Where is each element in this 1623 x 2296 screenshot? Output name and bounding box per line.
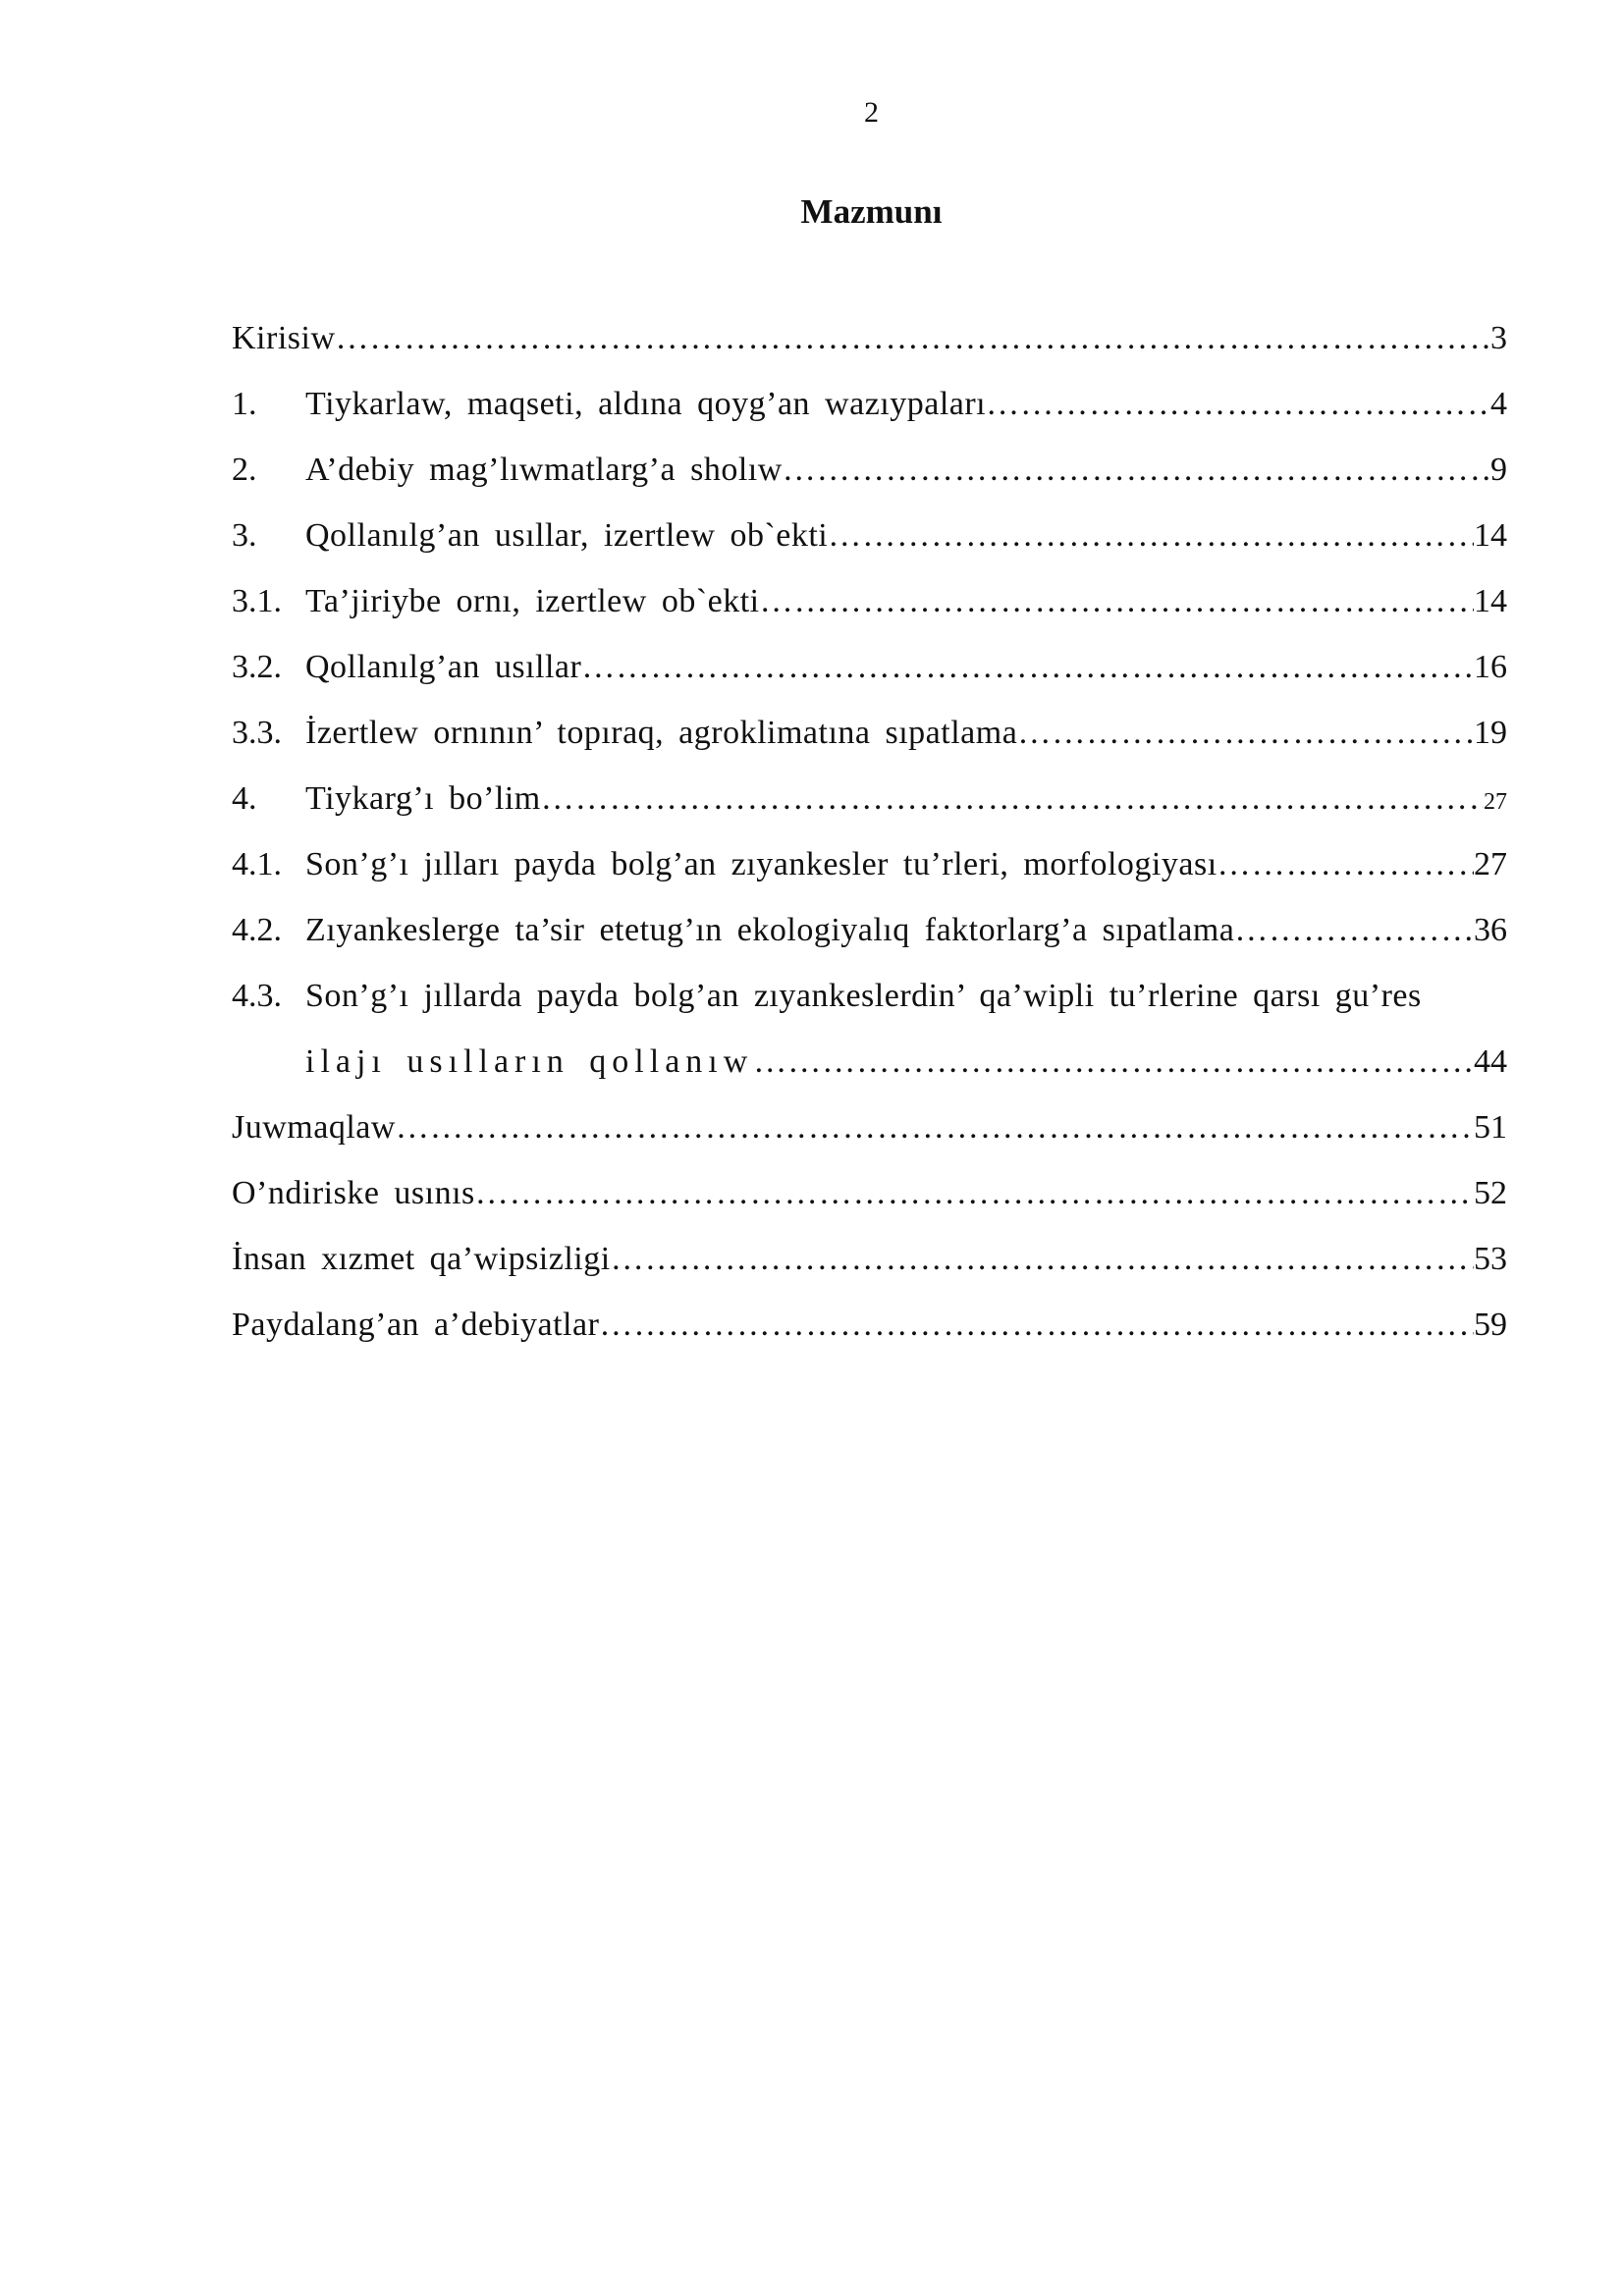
leader-dots [396, 1109, 1474, 1147]
leader-dots [611, 1241, 1474, 1278]
toc-entry-page: 9 [1490, 452, 1507, 488]
toc-entry-number: 4.2. [232, 912, 282, 948]
leader-dots [753, 1043, 1474, 1081]
toc-entry-juwmaqlaw[interactable] [232, 1109, 1507, 1175]
toc-entry-number: 3.2. [232, 649, 282, 685]
toc-entry-page: 51 [1474, 1109, 1507, 1146]
toc-entry-insan-xizmet[interactable] [232, 1241, 1507, 1307]
toc-entry-number: 4. [232, 780, 257, 817]
leader-dots [1217, 846, 1474, 883]
toc-entry-number: 4.1. [232, 846, 282, 882]
toc-entry-3[interactable] [232, 517, 1507, 583]
toc-entry-label: Tiykarlaw, maqseti, aldına qoyg’an wazıypaları [305, 386, 987, 422]
leader-dots [475, 1175, 1474, 1212]
toc-entry-number: 4.3. [232, 978, 282, 1014]
toc-entry-3-3[interactable] [232, 715, 1507, 780]
leader-dots [1234, 912, 1474, 949]
toc-entry-page: 14 [1474, 517, 1507, 554]
leader-dots [783, 452, 1490, 489]
toc-entry-label: ilajı usılların qollanıw [305, 1043, 754, 1080]
toc-entry-label: Son’g’ı jıllarda payda bolg’an zıyankeslerdin’ qa’wipli tu’rlerine qarsı gu’res [305, 978, 1422, 1014]
toc-entry-label: Ta’jiriybe ornı, izertlew ob`ekti [305, 583, 760, 619]
page-number: 2 [864, 96, 879, 129]
toc-entry-page: 27 [1484, 789, 1507, 815]
toc-entry-4-3-continued[interactable] [232, 1043, 1507, 1109]
toc-entry-4-2[interactable] [232, 912, 1507, 978]
leader-dots [599, 1307, 1474, 1344]
toc-entry-label: İnsan xızmet qa’wipsizligi [232, 1241, 611, 1277]
leader-dots [581, 649, 1474, 686]
toc-entry-label: Qollanılg’an usıllar [305, 649, 582, 685]
toc-entry-1[interactable] [232, 386, 1507, 452]
table-of-contents [232, 320, 1507, 1372]
toc-entry-page: 44 [1474, 1043, 1507, 1080]
toc-entry-number: 2. [232, 452, 257, 488]
toc-entry-label: Paydalang’an a’debiyatlar [232, 1307, 600, 1343]
toc-entry-page: 53 [1474, 1241, 1507, 1277]
toc-entry-kirisiw[interactable] [232, 320, 1507, 386]
leader-dots [986, 386, 1490, 423]
toc-entry-number: 3.3. [232, 715, 282, 751]
toc-entry-page: 19 [1474, 715, 1507, 751]
toc-entry-page: 52 [1474, 1175, 1507, 1211]
toc-entry-paydalangan-adebiyatlar[interactable] [232, 1307, 1507, 1372]
toc-entry-number: 1. [232, 386, 257, 422]
toc-entry-label: İzertlew ornının’ topıraq, agroklimatına sıpatlama [305, 715, 1018, 751]
toc-entry-number: 3.1. [232, 583, 282, 619]
toc-entry-page: 36 [1474, 912, 1507, 948]
toc-entry-3-1[interactable] [232, 583, 1507, 649]
leader-dots [336, 320, 1491, 357]
toc-entry-ondiriske-usinis[interactable] [232, 1175, 1507, 1241]
leader-dots [760, 583, 1474, 620]
toc-entry-label: Zıyankeslerge ta’sir etetug’ın ekologiyalıq faktorlarg’a sıpatlama [305, 912, 1235, 948]
toc-entry-4[interactable] [232, 780, 1507, 846]
leader-dots [1017, 715, 1474, 752]
toc-entry-number: 3. [232, 517, 257, 554]
toc-entry-label: Kirisiw [232, 320, 336, 356]
toc-entry-label: Juwmaqlaw [232, 1109, 396, 1146]
toc-entry-label: Qollanılg’an usıllar, izertlew ob`ekti [305, 517, 829, 554]
toc-entry-label: O’ndiriske usınıs [232, 1175, 475, 1211]
toc-entry-3-2[interactable] [232, 649, 1507, 715]
toc-entry-4-3[interactable] [232, 978, 1507, 1043]
leader-dots [541, 780, 1484, 818]
toc-entry-page: 16 [1474, 649, 1507, 685]
leader-dots [828, 517, 1474, 555]
toc-entry-page: 14 [1474, 583, 1507, 619]
page-title: Mazmunı [800, 192, 943, 231]
toc-entry-page: 3 [1490, 320, 1507, 356]
toc-entry-label: A’debiy mag’lıwmatlarg’a sholıw [305, 452, 783, 488]
toc-entry-page: 59 [1474, 1307, 1507, 1343]
toc-entry-4-1[interactable] [232, 846, 1507, 912]
toc-entry-page: 4 [1490, 386, 1507, 422]
toc-entry-label: Tiykarg’ı bo’lim [305, 780, 541, 817]
toc-entry-label: Son’g’ı jılları payda bolg’an zıyankesler tu’rleri, morfologiyası [305, 846, 1217, 882]
toc-entry-page: 27 [1474, 846, 1507, 882]
toc-entry-2[interactable] [232, 452, 1507, 517]
